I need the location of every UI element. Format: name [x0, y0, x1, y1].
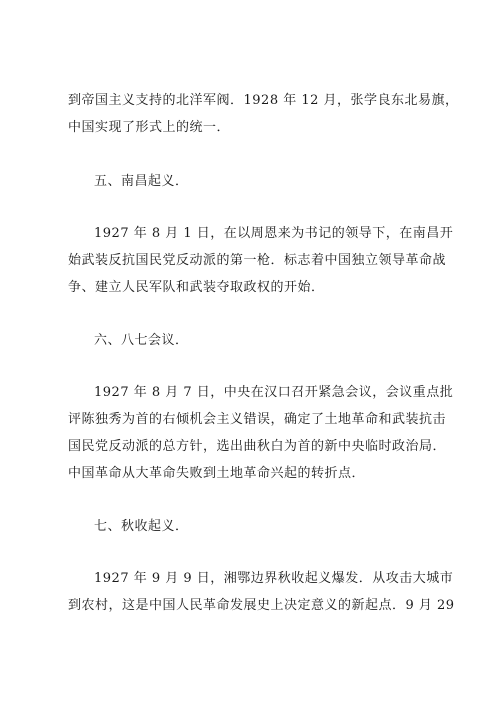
paragraph-line: 始武装反抗国民党反动派的第一枪．标志着中国独立领导革命战 [68, 253, 447, 268]
paragraph-line: 中国革命从大革命失败到土地革命兴起的转折点． [68, 466, 366, 481]
paragraph-line: 到帝国主义支持的北洋军阀．1928 年 12 月，张学良东北易旗， [68, 93, 459, 108]
section-heading-5: 五、南昌起义． [94, 174, 189, 189]
paragraph-line: 1927 年 8 月 1 日，在以周恩来为书记的领导下，在南昌开 [94, 226, 454, 241]
paragraph-line: 争、建立人民军队和武装夺取政权的开始． [68, 280, 325, 295]
paragraph-line: 到农村，这是中国人民革命发展史上决定意义的新起点．9 月 29 [68, 598, 455, 613]
section-heading-6: 六、八七会议． [94, 333, 189, 348]
section-heading-7: 七、秋收起义． [94, 519, 189, 534]
paragraph-line: 1927 年 9 月 9 日，湘鄂边界秋收起义爆发．从攻击大城市 [94, 571, 454, 586]
paragraph-line: 1927 年 8 月 7 日，中央在汉口召开紧急会议，会议重点批 [94, 385, 454, 400]
paragraph-line: 中国实现了形式上的统一． [68, 120, 231, 135]
paragraph-line: 评陈独秀为首的右倾机会主义错误，确定了土地革命和武装抗击 [68, 412, 447, 427]
paragraph-line: 国民党反动派的总方针，选出曲秋白为首的新中央临时政治局． [68, 439, 447, 454]
